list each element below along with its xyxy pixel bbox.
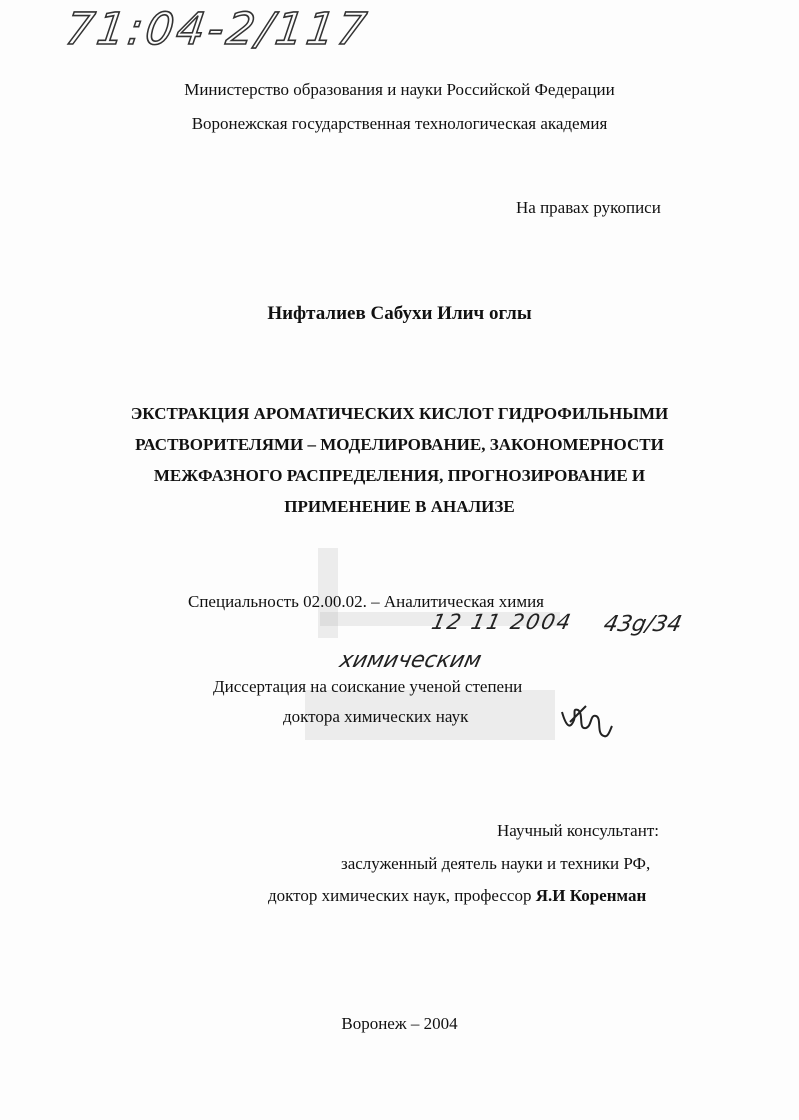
consultant-title: заслуженный деятель науки и техники РФ, — [341, 854, 651, 873]
consultant-credentials-line — [268, 886, 646, 906]
degree-line-1: Диссертация на соискание ученой степени — [213, 677, 523, 696]
rights-note: На правах рукописи — [516, 198, 661, 217]
ministry-line: Министерство образования и науки Российской Федерации — [184, 80, 615, 99]
title-line-2: РАСТВОРИТЕЛЯМИ – МОДЕЛИРОВАНИЕ, ЗАКОНОМЕРНОСТИ — [135, 435, 664, 454]
degree-line-2: доктора химических наук — [283, 707, 469, 726]
dissertation-title — [0, 398, 799, 522]
handwritten-code: 43g/34 — [601, 612, 685, 637]
consultant-name: Я.И Коренман — [535, 886, 647, 905]
title-line-1: ЭКСТРАКЦИЯ АРОМАТИЧЕСКИХ КИСЛОТ ГИДРОФИЛЬНЫМИ — [130, 404, 669, 423]
consultant-label: Научный консультант: — [497, 821, 659, 840]
consultant-credentials: доктор химических наук, профессор — [268, 886, 536, 905]
academy-line: Воронежская государственная технологическая академия — [191, 114, 608, 133]
handwritten-date: 12 11 2004 — [429, 610, 575, 634]
title-line-3: МЕЖФАЗНОГО РАСПРЕДЕЛЕНИЯ, ПРОГНОЗИРОВАНИЕ И — [153, 466, 646, 485]
signature-icon — [556, 700, 616, 746]
archive-stamp: 71:04-2/117 — [62, 4, 373, 55]
handwritten-word: химическим — [337, 648, 484, 673]
title-line-4: ПРИМЕНЕНИЕ В АНАЛИЗЕ — [284, 497, 515, 516]
author-name: Нифталиев Сабухи Илич оглы — [267, 303, 532, 324]
city-year: Воронеж – 2004 — [341, 1014, 458, 1033]
specialty-line: Специальность 02.00.02. – Аналитическая химия — [188, 592, 544, 611]
